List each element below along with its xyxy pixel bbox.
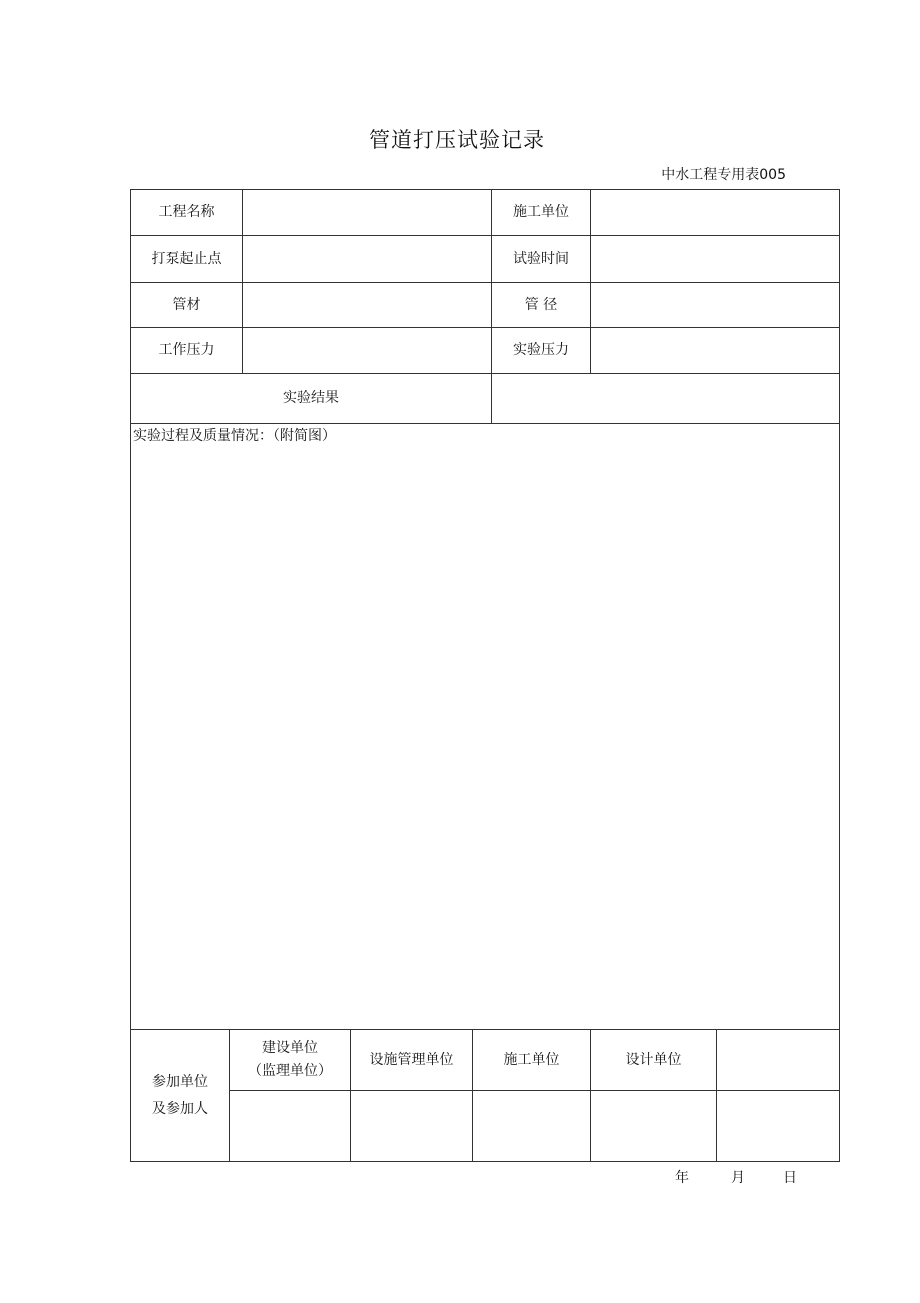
unit-header-facility-management: 设施管理单位 — [369, 1051, 454, 1068]
signature-extra[interactable] — [717, 1091, 839, 1161]
document-title: 管道打压试验记录 — [369, 128, 545, 152]
signature-contractor[interactable] — [473, 1091, 590, 1161]
process-quality-label: 实验过程及质量情况：（附简图） — [133, 428, 336, 444]
signature-construction[interactable] — [230, 1091, 350, 1161]
pipe-material-label: 管材 — [172, 296, 201, 313]
pump-start-end-field[interactable] — [243, 236, 491, 282]
table-border-right — [839, 189, 840, 1162]
participants-label-line2: 及参加人 — [152, 1100, 208, 1117]
signature-facility-management[interactable] — [351, 1091, 472, 1161]
unit-header-design: 设计单位 — [625, 1051, 682, 1068]
participants-label-line1: 参加单位 — [152, 1073, 208, 1090]
test-result-label: 实验结果 — [283, 390, 339, 406]
row-divider — [130, 423, 840, 424]
project-name-label: 工程名称 — [158, 204, 215, 220]
pipe-material-field[interactable] — [243, 283, 491, 327]
pump-start-end-label: 打泵起止点 — [151, 250, 222, 267]
unit-header-construction: 建设单位 （监理单位） — [248, 1040, 332, 1079]
test-pressure-field[interactable] — [591, 328, 839, 373]
process-quality-area[interactable] — [131, 448, 839, 1028]
working-pressure-field[interactable] — [243, 328, 491, 373]
date-month: 月 — [731, 1170, 745, 1186]
contractor-label: 施工单位 — [513, 204, 569, 220]
working-pressure-label: 工作压力 — [158, 342, 215, 358]
contractor-field[interactable] — [591, 190, 839, 235]
test-pressure-label: 实验压力 — [513, 342, 569, 358]
project-name-field[interactable] — [243, 190, 491, 235]
pipe-diameter-label: 管 径 — [524, 296, 558, 313]
date-year: 年 — [675, 1170, 689, 1186]
signature-design[interactable] — [591, 1091, 716, 1161]
unit-header-extra — [717, 1030, 839, 1090]
form-code: 中水工程专用表005 — [661, 167, 786, 183]
pipe-diameter-field[interactable] — [591, 283, 839, 327]
table-border-bottom — [130, 1161, 840, 1162]
test-time-label: 试验时间 — [513, 250, 569, 267]
test-time-field[interactable] — [591, 236, 839, 282]
unit-header-contractor: 施工单位 — [503, 1051, 560, 1068]
test-result-field[interactable] — [492, 374, 839, 423]
participants-label — [131, 1030, 229, 1161]
date-day: 日 — [783, 1170, 797, 1186]
